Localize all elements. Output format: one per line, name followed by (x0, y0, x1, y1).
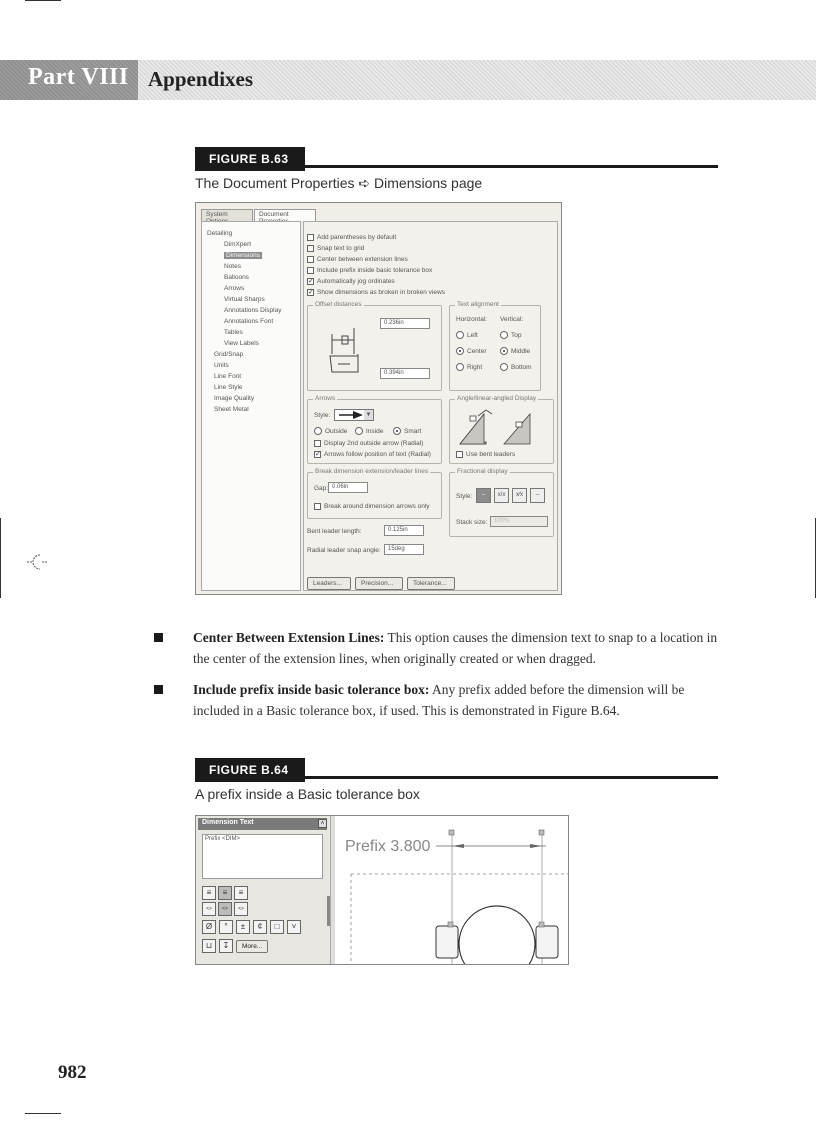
figure-rule (305, 776, 718, 779)
offset-value-1[interactable]: 0.236in (380, 318, 430, 329)
tree-item-sheet-metal[interactable]: Sheet Metal (214, 406, 249, 413)
bullet-body: Any prefix added before the dimension will be included in a Basic tolerance box, if used. This is demonstrated in Figure B.64. (193, 682, 685, 718)
tree-item-dimensions[interactable]: Dimensions (226, 252, 260, 259)
counterbore-icon[interactable]: ⊔ (202, 939, 216, 953)
text-alignment-group (449, 301, 541, 391)
check-icon: ✓ (308, 289, 314, 296)
crop-mark (25, 1113, 61, 1114)
angle-leader-icon (456, 406, 546, 448)
text-position-3-icon[interactable]: <> (234, 902, 248, 916)
document-properties-screenshot (195, 202, 562, 595)
checkbox-box (307, 267, 314, 274)
checkbox-show-broken[interactable] (307, 289, 445, 296)
arrows-group (307, 395, 442, 464)
figure-rule (305, 165, 718, 168)
dimension-label: Prefix 3.800 (345, 838, 431, 855)
panel-scrollbar[interactable] (327, 896, 330, 926)
page-number: 982 (58, 1062, 87, 1083)
radio-top[interactable] (500, 331, 521, 339)
figure-label: FIGURE B.64 (195, 758, 305, 782)
radial-snap-angle-input[interactable]: 15deg (384, 544, 424, 555)
check-icon: ✓ (315, 451, 321, 458)
tree-item-annotations-font[interactable]: Annotations Font (224, 318, 274, 325)
figure-label: FIGURE B.63 (195, 147, 305, 171)
bullet-text (193, 679, 723, 721)
radio-left[interactable] (456, 331, 478, 339)
properties-tree (201, 221, 301, 591)
radio-icon (456, 331, 464, 339)
bullet-square-icon (154, 685, 163, 694)
checkbox-box (307, 256, 314, 263)
radio-icon (314, 427, 322, 435)
align-left-icon[interactable]: ≡ (202, 886, 216, 900)
radio-middle[interactable] (500, 347, 530, 355)
checkbox-include-prefix[interactable] (307, 267, 432, 274)
radio-inside[interactable] (355, 427, 383, 435)
leaders-button[interactable]: Leaders... (307, 577, 351, 590)
radio-icon (500, 347, 508, 355)
checkbox-snap-text[interactable] (307, 245, 364, 252)
tolerance-button[interactable]: Tolerance... (407, 577, 455, 590)
tree-item-view-labels[interactable]: View Labels (224, 340, 259, 347)
crop-mark (0, 518, 1, 598)
radio-icon (500, 331, 508, 339)
checkbox-label: Automatically jog ordinates (317, 278, 395, 285)
checkbox-label: Break around dimension arrows only (324, 503, 430, 510)
bullet-include-prefix (154, 679, 724, 723)
degree-icon[interactable]: ° (219, 920, 233, 934)
check-icon: ✓ (308, 278, 314, 285)
radio-label: Outside (325, 427, 348, 435)
figure-caption: A prefix inside a Basic tolerance box (195, 786, 420, 802)
checkbox-bent-leaders[interactable] (456, 451, 515, 458)
checkbox-2nd-outside-arrow[interactable] (314, 440, 423, 447)
chevron-down-icon[interactable]: ˅ (287, 920, 301, 934)
radio-label: Inside (366, 427, 384, 435)
checkbox-center-between[interactable] (307, 256, 408, 263)
checkbox-label: Add parentheses by default (317, 234, 397, 241)
part-label: Part VIII (28, 64, 129, 90)
dimension-text-panel (196, 816, 331, 964)
checkbox-box (456, 451, 463, 458)
radio-label: Center (467, 347, 487, 355)
align-right-icon[interactable]: ≡ (234, 886, 248, 900)
radio-icon (456, 363, 464, 371)
checkbox-label: Arrows follow position of text (Radial) (324, 451, 431, 458)
dimension-text-area[interactable]: Prefix <DIM> (202, 834, 323, 879)
radial-snap-angle-label: Radial leader snap angle: (307, 547, 381, 554)
bent-leader-length-input[interactable]: 0.125in (384, 525, 424, 536)
align-center-icon[interactable]: ≡ (218, 886, 232, 900)
checkbox-label: Include prefix inside basic tolerance box (317, 267, 433, 274)
group-title: Text alignment (457, 301, 499, 308)
fraction-style-label: Style: (456, 493, 473, 500)
centerline-icon[interactable]: ¢ (253, 920, 267, 934)
radio-icon (355, 427, 363, 435)
checkbox-label: Show dimensions as broken in broken views (317, 289, 445, 296)
bent-leader-length-label: Bent leader length: (307, 528, 362, 535)
bullet-square-icon (154, 633, 163, 642)
square-icon[interactable]: □ (270, 920, 284, 934)
plus-minus-icon[interactable]: ± (236, 920, 250, 934)
arrow-icon (337, 410, 365, 420)
radio-label: Middle (511, 347, 531, 355)
angle-display-group (449, 395, 554, 464)
registration-mark (24, 552, 50, 572)
part-title: Appendixes (148, 67, 254, 91)
checkbox-break-around-arrows[interactable] (314, 503, 430, 510)
radio-label: Top (511, 331, 522, 339)
panel-splitter[interactable] (331, 816, 335, 964)
fraction-style-linear-icon[interactable]: -- (530, 488, 545, 503)
offset-distances-group (307, 301, 442, 391)
dimensions-settings-pane (303, 221, 558, 591)
checkbox-box (314, 440, 321, 447)
diameter-icon[interactable]: Ø (202, 920, 216, 934)
bullet-term: Include prefix inside basic tolerance box: (193, 682, 430, 697)
tree-item-annotations-display[interactable]: Annotations Display (224, 307, 282, 314)
collapse-icon[interactable]: ˄ (318, 819, 327, 828)
checkbox-arrows-follow[interactable] (314, 451, 431, 458)
radio-icon (456, 347, 464, 355)
tree-item-dimxpert[interactable]: DimXpert (224, 241, 252, 248)
checkbox-add-parentheses[interactable] (307, 234, 396, 241)
fraction-style-stacked-icon[interactable]: x/x (494, 488, 509, 503)
radio-icon (500, 363, 508, 371)
group-title: Arrows (315, 395, 336, 402)
bullet-center-between (154, 627, 724, 671)
group-title: Offset distances (315, 301, 362, 308)
tree-item-arrows[interactable]: Arrows (224, 285, 245, 292)
radio-smart[interactable] (393, 427, 421, 435)
checkbox-box (314, 503, 321, 510)
offset-value-2[interactable]: 0.394in (380, 368, 430, 379)
group-title: Angle/linear-angled Display (457, 395, 537, 402)
tab-document-properties[interactable]: Document (254, 209, 316, 221)
horizontal-label: Horizontal: (456, 316, 488, 323)
panel-title: Dimension Text (198, 818, 327, 830)
radio-label: Smart (404, 427, 422, 435)
radio-label: Bottom (511, 363, 532, 371)
group-title: Break dimension extension/leader lines (315, 468, 429, 475)
tree-item-notes[interactable]: Notes (224, 263, 241, 270)
arrow-style-label: Style: (314, 412, 331, 419)
break-lines-group (307, 468, 442, 519)
radio-label: Left (467, 331, 478, 339)
text-position-1-icon[interactable]: <> (202, 902, 216, 916)
tree-item-units[interactable]: Units (214, 362, 229, 369)
radio-outside[interactable] (314, 427, 347, 435)
tree-item-image-quality[interactable]: Image Quality (214, 395, 255, 402)
tree-item-balloons[interactable]: Balloons (224, 274, 249, 281)
group-title: Fractional display (457, 468, 508, 475)
gap-label: Gap: (314, 485, 329, 492)
tree-item-grid-snap[interactable]: Grid/Snap (214, 351, 244, 358)
chevron-down-icon: ▼ (365, 412, 372, 418)
radio-center[interactable] (456, 347, 487, 355)
tab-system-options[interactable]: System (201, 209, 253, 221)
fractional-display-group (449, 468, 554, 537)
fraction-style-inline-icon[interactable]: -- (476, 488, 491, 503)
tree-item-line-font[interactable]: Line Font (214, 373, 242, 380)
tree-item-virtual-sharps[interactable]: Virtual Sharps (224, 296, 265, 303)
tree-item-line-style[interactable]: Line Style (214, 384, 243, 391)
figure-caption: The Document Properties ➪ Dimensions page (195, 175, 483, 191)
checkbox-label: Use bent leaders (466, 451, 516, 458)
checkbox-box (307, 234, 314, 241)
precision-button[interactable]: Precision... (355, 577, 403, 590)
checkbox-box (307, 245, 314, 252)
crop-mark (25, 0, 61, 1)
gap-input[interactable]: 0.06in (328, 482, 368, 493)
radio-icon (393, 427, 401, 435)
bullet-body: This option causes the dimension text to snap to a location in the center of the extension lines, when originally created or when dragged. (193, 630, 718, 666)
tree-item-tables[interactable]: Tables (224, 329, 243, 336)
bullet-term: Center Between Extension Lines: (193, 630, 385, 645)
radio-right[interactable] (456, 363, 482, 371)
checkbox-label: Display 2nd outside arrow (Radial) (324, 440, 424, 447)
checkbox-auto-jog[interactable] (307, 278, 395, 285)
bullet-text (193, 627, 723, 669)
checkbox-label: Snap text to grid (317, 245, 365, 252)
stack-size-select[interactable]: 100% (490, 516, 548, 527)
text-position-2-icon[interactable]: <> (218, 902, 232, 916)
arrow-style-select[interactable] (334, 409, 374, 421)
fraction-style-diagonal-icon[interactable]: x⁄x (512, 488, 527, 503)
vertical-label: Vertical: (500, 316, 524, 323)
radio-label: Right (467, 363, 483, 371)
depth-icon[interactable]: ↧ (219, 939, 233, 953)
tree-item-detailing[interactable]: Detailing (207, 230, 233, 237)
radio-bottom[interactable] (500, 363, 532, 371)
checkbox-label: Center between extension lines (317, 256, 408, 263)
more-button[interactable]: More... (236, 940, 268, 953)
offset-diagram-icon (328, 326, 378, 374)
stack-size-label: Stack size: (456, 519, 488, 526)
